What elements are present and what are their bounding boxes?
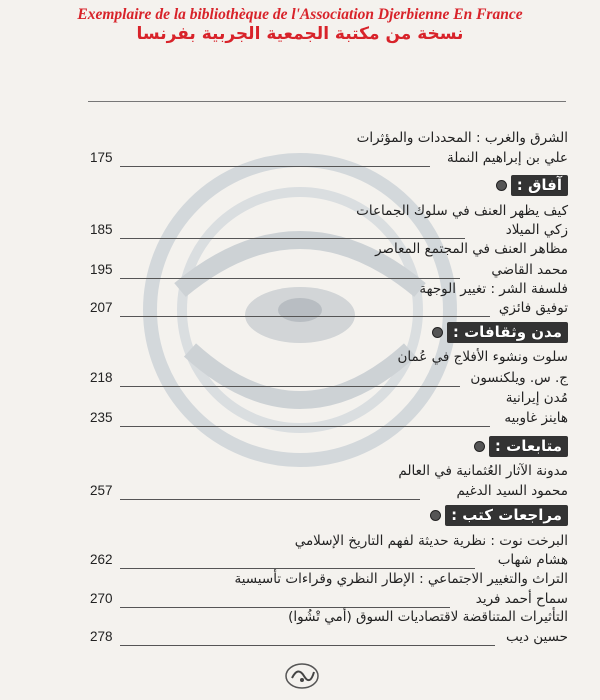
- top-rule: [88, 101, 566, 102]
- toc-page-number: 278: [90, 629, 113, 644]
- toc-entry-title[interactable]: الشرق والغرب : المحددات والمؤثرات: [356, 130, 568, 146]
- toc-page-number: 262: [90, 552, 113, 567]
- leader-line: [120, 386, 460, 387]
- toc-page-number: 235: [90, 410, 113, 425]
- section-heading-book-reviews: مراجعات كتب :: [430, 505, 568, 526]
- section-heading-afaq: آفاق :: [496, 175, 568, 196]
- leader-line: [120, 166, 430, 167]
- section-heading-follow-ups: متابعات :: [474, 436, 568, 457]
- toc-page-number: 207: [90, 300, 113, 315]
- toc-page-number: 195: [90, 262, 113, 277]
- leader-line: [120, 568, 475, 569]
- section-heading-cities-cultures: مدن وثقافات :: [432, 322, 568, 343]
- toc-entry-author: زكي الميلاد: [505, 222, 568, 238]
- toc-entry-author: علي بن إبراهيم النملة: [446, 150, 568, 166]
- leader-line: [120, 278, 460, 279]
- toc-entry-title[interactable]: التأثيرات المتناقضة لاقتصاديات السوق (أمي تْشُوا): [288, 609, 568, 625]
- toc-entry-author: سماح أحمد فريد: [475, 591, 568, 607]
- toc-page-number: 218: [90, 370, 113, 385]
- header-french: Exemplaire de la bibliothèque de l'Association Djerbienne En France: [77, 6, 523, 23]
- header-arabic: نسخة من مكتبة الجمعية الجربية بفرنسا: [136, 24, 464, 44]
- toc-entry-title[interactable]: مظاهر العنف في المجتمع المعاصر: [375, 241, 568, 257]
- toc-entry-title[interactable]: مُدن إيرانية: [505, 390, 568, 406]
- association-logo-watermark: [140, 150, 460, 470]
- toc-page-number: 175: [90, 150, 113, 165]
- toc-entry-title[interactable]: سلوت ونشوء الأفلاج في عُمان: [397, 349, 568, 365]
- calligraphy-emblem-icon: [284, 660, 320, 690]
- toc-page-number: 257: [90, 483, 113, 498]
- leader-line: [120, 645, 495, 646]
- toc-entry-author: محمد القاضي: [491, 262, 568, 278]
- toc-entry-title[interactable]: فلسفة الشر : تغيير الوجهة: [419, 281, 568, 297]
- toc-entry-title[interactable]: البرخت نوت : نظرية حديثة لفهم التاريخ الإسلامي: [294, 533, 568, 549]
- toc-entry-title[interactable]: كيف يظهر العنف في سلوك الجماعات: [356, 203, 568, 219]
- toc-entry-author: هاينز غاوبيه: [504, 410, 568, 426]
- circle-bullet-icon: [432, 327, 443, 338]
- toc-entry-title[interactable]: مدونة الآثار العُثمانية في العالم: [398, 463, 568, 479]
- leader-line: [120, 426, 490, 427]
- toc-entry-author: هشام شهاب: [497, 552, 568, 568]
- circle-bullet-icon: [496, 180, 507, 191]
- circle-bullet-icon: [474, 441, 485, 452]
- toc-entry-author: محمود السيد الدغيم: [456, 483, 568, 499]
- toc-entry-author: حسين ديب: [505, 629, 568, 645]
- toc-entry-author: ج. س. ويلكنسون: [470, 370, 568, 386]
- leader-line: [120, 238, 465, 239]
- toc-entry-author: توفيق فائزي: [498, 300, 568, 316]
- leader-line: [120, 607, 450, 608]
- circle-bullet-icon: [430, 510, 441, 521]
- toc-page-number: 185: [90, 222, 113, 237]
- leader-line: [120, 499, 420, 500]
- toc-entry-title[interactable]: التراث والتغيير الاجتماعي : الإطار النظري وقراءات تأسيسية: [234, 571, 568, 587]
- toc-page-number: 270: [90, 591, 113, 606]
- leader-line: [120, 316, 490, 317]
